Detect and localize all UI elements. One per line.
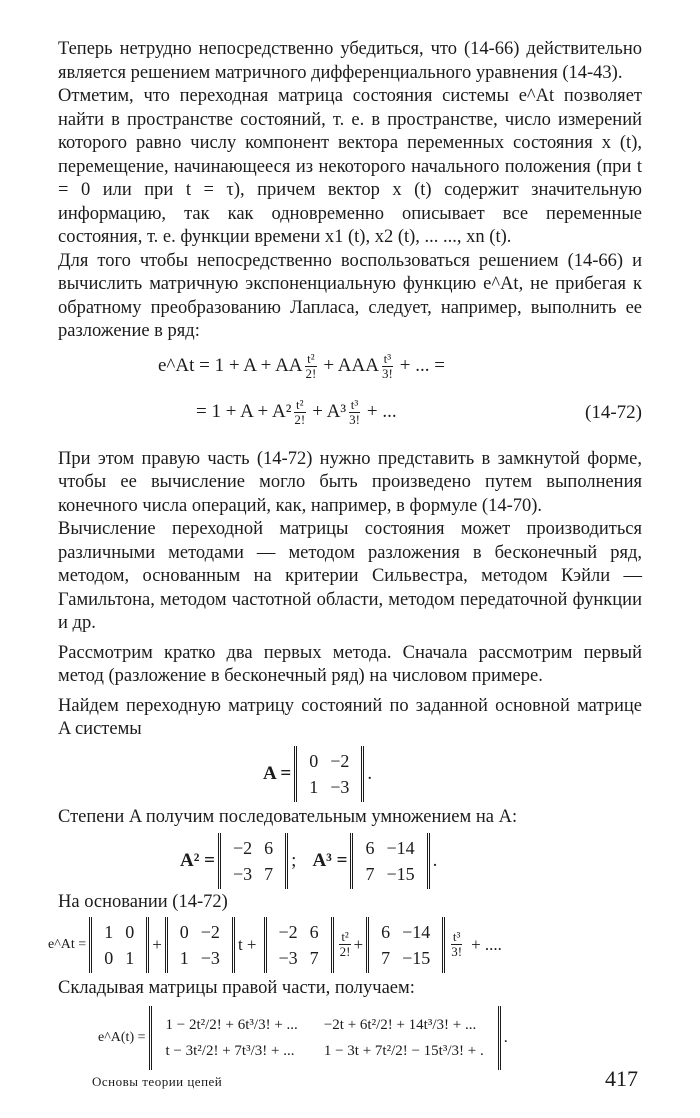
eq72-l2-frac-t3: $\frac{\text{t³}}{3!}$: [349, 396, 360, 427]
i-cell-1-0: 0: [104, 947, 114, 968]
matrix-A-formula: A = 0 −2 1 −3 .: [263, 746, 642, 802]
matrix-A3-label: A³ =: [312, 850, 348, 871]
a2-cell-1-1: 7: [264, 864, 274, 884]
paragraph-3: Для того чтобы непосредственно воспользоваться решением (14-66) и вычислить матричную экспоненциальную функцию e^At, не прибегая к обратному преобразованию Лапласа, следует, например, выполнить ее разложение в ряд:: [58, 250, 642, 341]
i-cell-0-0: 1: [104, 921, 114, 942]
a2-cell-1-0: −3: [278, 947, 298, 968]
result-matrix-formula: e^A(t) = 1 − 2t²/2! + 6t³/3! + ... −2t + 6t²/2! + 14t³/3! + ... t − 3t²/2! + 7t³/3! + ... 1 − 3t + 7t²/2! − 15t³/3! + . .: [98, 1006, 642, 1070]
page-number: 417: [605, 1066, 638, 1091]
a2-cell-0-0: −2: [233, 838, 253, 858]
series-matrix-A3: [366, 917, 445, 973]
eq72-l2-frac-t2: $\frac{\text{t²}}{2!}$: [294, 396, 306, 427]
book-title-footer: Основы теории цепей: [92, 1074, 223, 1089]
matrix-A2-label: A² =: [180, 850, 215, 871]
a-cell-0-0: 0: [179, 921, 189, 942]
paragraph-7: Найдем переходную матрицу состояний по заданной основной матрице A системы: [58, 695, 642, 739]
paragraph-6: Рассмотрим кратко два первых метода. Сначала рассмотрим первый метод (разложение в бесконечный ряд) на числовом примере.: [58, 642, 642, 686]
equation-number: (14-72): [585, 401, 642, 423]
matrix-A-label: A =: [263, 762, 292, 784]
series-matrix-A: [165, 917, 235, 973]
series-frac-t2: $\frac{\text{t²}}{2!}$: [339, 929, 351, 959]
matrix-powers-formula: A² = −2 6 −3 7 ; A³ = 6 −14 7 −15 .: [180, 833, 642, 889]
a3-cell-0-1: −14: [402, 921, 431, 942]
a-cell-1-0: 1: [309, 776, 319, 797]
paragraph-2: Отметим, что переходная матрица состояния системы e^At позволяет найти в пространстве состояний, т. е. в пространстве, число измерений которого равно числу компонент вектора переменных состояния x (t), перемещение, начинающееся из некоторого начального положения (при t = 0 или при t = τ), причем вектор x (t) содержит значительную информацию, так как одновременно описывает все переменные состояния, т. е. функции времени x1 (t), x2 (t), ... ..., xn (t).: [58, 86, 642, 247]
a-cell-1-1: −3: [200, 947, 220, 968]
eq72-frac-t2: $\frac{\text{t²}}{2!}$: [305, 350, 317, 381]
paragraph-4: При этом правую часть (14-72) нужно представить в замкнутой форме, чтобы ее вычисление могло быть произведено путем выполнения конечного числа операций, как, например, в формуле (14-70).: [58, 448, 642, 516]
a3-cell-1-0: 7: [381, 947, 391, 968]
a-cell-0-0: 0: [309, 750, 319, 771]
result-r11: 1 − 2t²/2! + 6t³/3! + ...: [165, 1017, 298, 1033]
i-cell-0-1: 0: [125, 921, 135, 942]
matrix-A: [294, 746, 364, 802]
eq72-l2-mid: + A³: [312, 401, 347, 422]
eAt-label: e^At =: [48, 936, 87, 952]
a3-cell-0-0: 6: [381, 921, 391, 942]
result-matrix: [149, 1006, 501, 1070]
a-cell-0-1: −2: [200, 921, 220, 942]
paragraph-9: На основании (14-72): [58, 892, 228, 912]
a3-cell-1-1: −15: [386, 864, 415, 884]
equation-14-72: [158, 352, 642, 444]
page-body: [48, 38, 642, 1070]
a3-cell-1-1: −15: [402, 947, 431, 968]
a3-cell-0-1: −14: [386, 838, 415, 858]
series-matrix-A2: [264, 917, 334, 973]
identity-matrix: [89, 917, 149, 973]
paragraph-8: Степени A получим последовательным умножением на A:: [58, 806, 518, 827]
result-label: e^A(t) =: [98, 1030, 146, 1045]
a2-cell-1-1: 7: [309, 947, 319, 968]
eq72-frac-t3: $\frac{\text{t³}}{3!}$: [381, 350, 393, 381]
eq72-l1-end: + ... =: [399, 355, 445, 376]
matrix-A3: [350, 833, 429, 889]
paragraph-10: Складывая матрицы правой части, получаем:: [58, 977, 415, 998]
a2-cell-0-0: −2: [278, 921, 298, 942]
eq72-l1-lhs: e^At = 1 + A + AA: [158, 355, 303, 376]
paragraph-5: Вычисление переходной матрицы состояния может производиться различными методами — методом разложения в бесконечный ряд, методом, основанным на критерии Сильвестра, методом Кэйли — Гамильтона, методом частотной области, методом передаточной функции и др.: [58, 519, 642, 633]
series-expansion-formula: e^At = 1 0 0 1 + 0 −2 1 −3 t + −2 6 −3 7 $\frac{\text{t²}}{2!}$ + 6 −14 7 −15 $\frac{\text{t³}}{3!}$ + ....: [48, 917, 642, 973]
result-r22: 1 − 3t + 7t²/2! − 15t³/3! + .: [323, 1043, 484, 1059]
eq72-l2-start: = 1 + A + A²: [196, 401, 292, 422]
a2-cell-0-1: 6: [264, 838, 274, 858]
i-cell-1-1: 1: [125, 947, 135, 968]
a3-cell-0-0: 6: [365, 838, 375, 858]
a-cell-1-1: −3: [330, 776, 350, 797]
a-cell-1-0: 1: [179, 947, 189, 968]
matrix-A2: [218, 833, 288, 889]
a3-cell-1-0: 7: [365, 864, 375, 884]
eq72-l1-mid: + AAA: [323, 355, 379, 376]
series-frac-t3: $\frac{\text{t³}}{3!}$: [451, 929, 463, 959]
result-r21: t − 3t²/2! + 7t³/3! + ...: [165, 1043, 295, 1059]
paragraph-1: Теперь нетрудно непосредственно убедиться, что (14-66) действительно является решением матричного дифференциального уравнения (14-43).: [58, 39, 642, 83]
a2-cell-0-1: 6: [309, 921, 319, 942]
a-cell-0-1: −2: [330, 750, 350, 771]
result-r12: −2t + 6t²/2! + 14t³/3! + ...: [323, 1017, 477, 1033]
eq72-l2-end: + ...: [366, 401, 397, 422]
a2-cell-1-0: −3: [233, 864, 253, 884]
